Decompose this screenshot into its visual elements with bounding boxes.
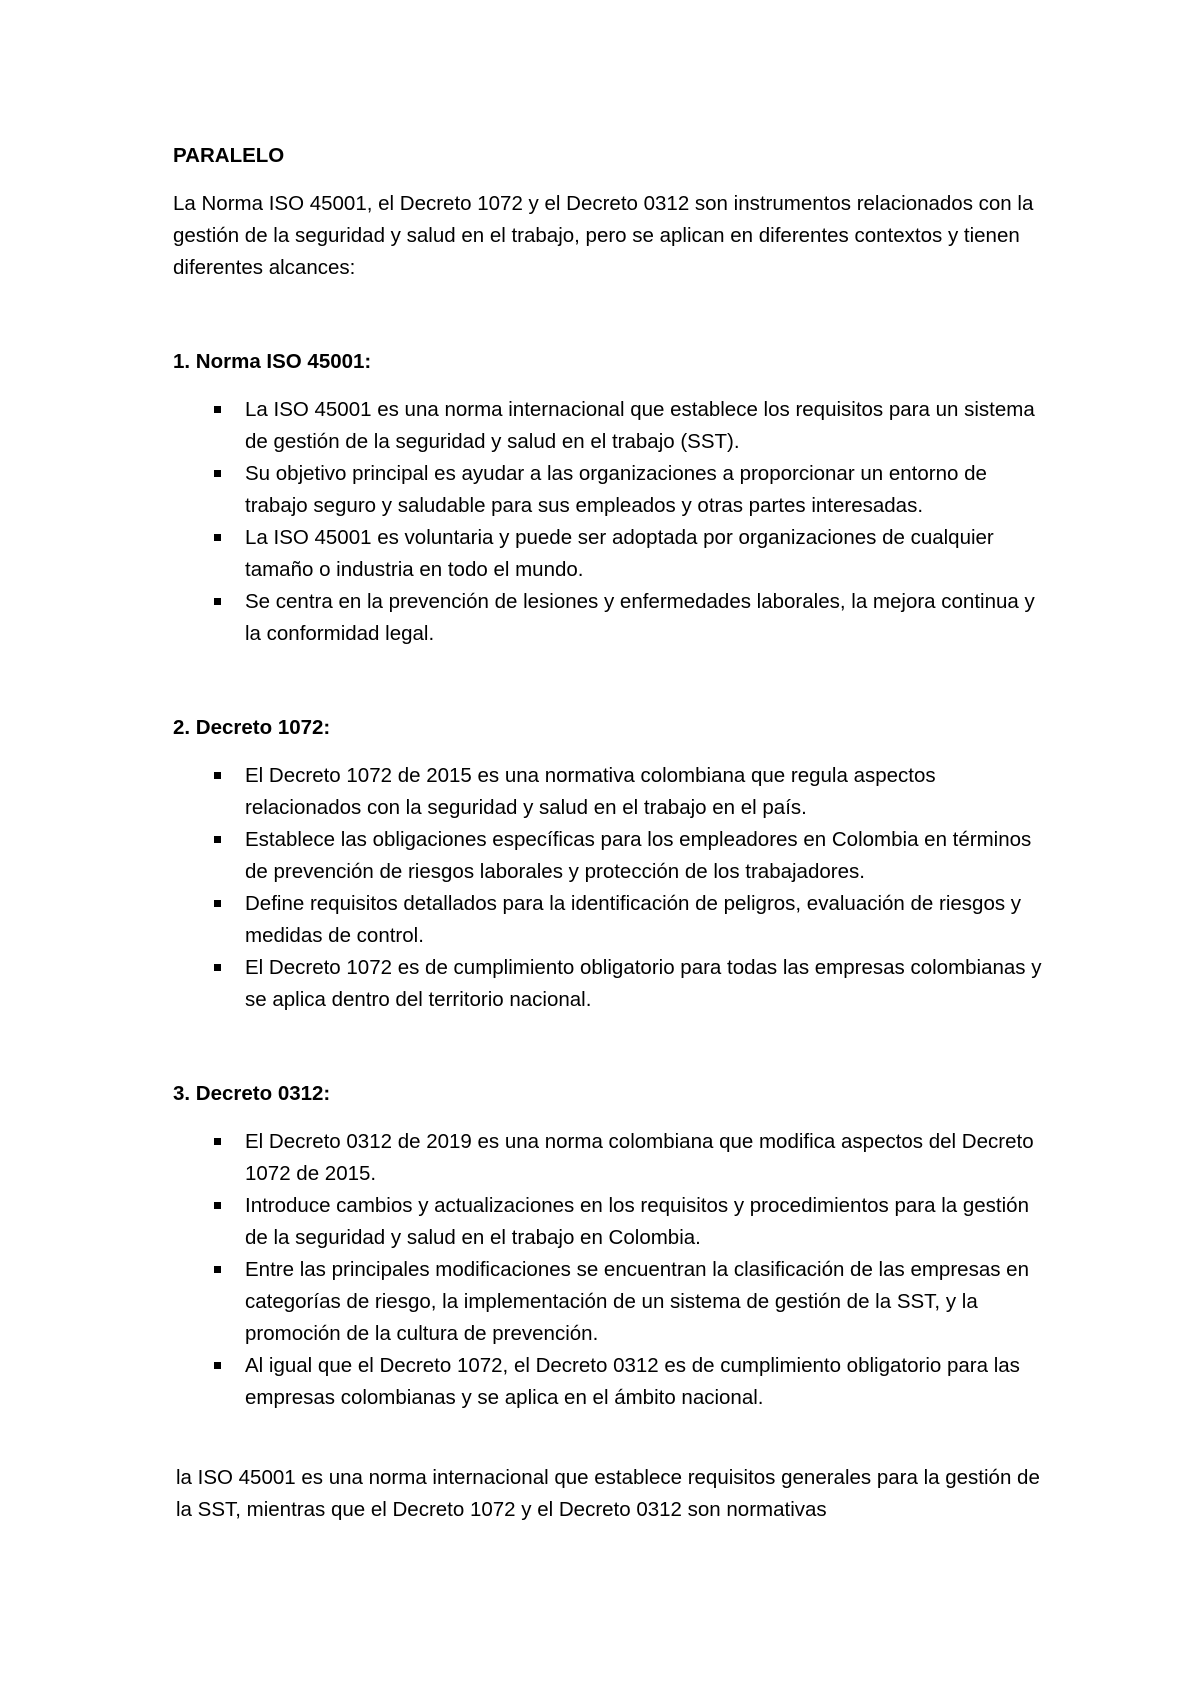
square-bullet-icon (214, 406, 221, 413)
section-title: 2. Decreto 1072: (173, 716, 331, 739)
square-bullet-icon (214, 1202, 221, 1209)
document-heading: PARALELO (173, 144, 285, 167)
list-item (173, 824, 1053, 888)
square-bullet-icon (214, 1266, 221, 1273)
list-item (173, 458, 1053, 522)
bullet-list (173, 1126, 1053, 1414)
list-item (173, 1350, 1053, 1414)
list-item (173, 760, 1053, 824)
list-item (173, 1254, 1053, 1350)
section-iso-45001 (173, 346, 1053, 650)
square-bullet-icon (214, 470, 221, 477)
list-item-text: Establece las obligaciones específicas para los empleadores en Colombia en términos de prevención de riesgos laborales y protección de los trabajadores. (245, 828, 1032, 883)
bullet-list (173, 760, 1053, 1016)
list-item (173, 952, 1053, 1016)
list-item-text: Introduce cambios y actualizaciones en los requisitos y procedimientos para la gestión de la seguridad y salud en el trabajo en Colombia. (245, 1194, 1029, 1249)
square-bullet-icon (214, 772, 221, 779)
list-item-text: Define requisitos detallados para la identificación de peligros, evaluación de riesgos y medidas de control. (245, 892, 1022, 947)
square-bullet-icon (214, 964, 221, 971)
square-bullet-icon (214, 598, 221, 605)
list-item (173, 522, 1053, 586)
section-title: 3. Decreto 0312: (173, 1082, 331, 1105)
bullet-list (173, 394, 1053, 650)
list-item (173, 1126, 1053, 1190)
list-item (173, 1190, 1053, 1254)
square-bullet-icon (214, 836, 221, 843)
square-bullet-icon (214, 1362, 221, 1369)
section-decreto-1072 (173, 712, 1053, 1016)
document-content (173, 140, 1053, 1526)
square-bullet-icon (214, 534, 221, 541)
square-bullet-icon (214, 1138, 221, 1145)
square-bullet-icon (214, 900, 221, 907)
list-item-text: Al igual que el Decreto 1072, el Decreto 0312 es de cumplimiento obligatorio para las empresas colombianas y se aplica en el ámbito nacional. (245, 1354, 1020, 1409)
list-item (173, 394, 1053, 458)
section-title: 1. Norma ISO 45001: (173, 350, 372, 373)
list-item-text: Se centra en la prevención de lesiones y enfermedades laborales, la mejora continua y la conformidad legal. (245, 590, 1035, 645)
intro-paragraph: La Norma ISO 45001, el Decreto 1072 y el Decreto 0312 son instrumentos relacionados con la gestión de la seguridad y salud en el trabajo, pero se aplican en diferentes contextos y tienen diferentes alcances: (173, 192, 1034, 279)
list-item (173, 586, 1053, 650)
list-item-text: La ISO 45001 es voluntaria y puede ser adoptada por organizaciones de cualquier tamaño o industria en todo el mundo. (245, 526, 994, 581)
list-item-text: Entre las principales modificaciones se encuentran la clasificación de las empresas en categorías de riesgo, la implementación de un sistema de gestión de la SST, y la promoción de la cultura de prevención. (245, 1258, 1029, 1345)
closing-paragraph: la ISO 45001 es una norma internacional que establece requisitos generales para la gestión de la SST, mientras que el Decreto 1072 y el Decreto 0312 son normativas (176, 1466, 1040, 1521)
list-item-text: Su objetivo principal es ayudar a las organizaciones a proporcionar un entorno de trabajo seguro y saludable para sus empleados y otras partes interesadas. (245, 462, 987, 517)
list-item (173, 888, 1053, 952)
list-item-text: El Decreto 1072 de 2015 es una normativa colombiana que regula aspectos relacionados con la seguridad y salud en el trabajo en el país. (245, 764, 936, 819)
list-item-text: El Decreto 1072 es de cumplimiento obligatorio para todas las empresas colombianas y se aplica dentro del territorio nacional. (245, 956, 1042, 1011)
list-item-text: El Decreto 0312 de 2019 es una norma colombiana que modifica aspectos del Decreto 1072 de 2015. (245, 1130, 1034, 1185)
list-item-text: La ISO 45001 es una norma internacional que establece los requisitos para un sistema de gestión de la seguridad y salud en el trabajo (SST). (245, 398, 1035, 453)
section-decreto-0312 (173, 1078, 1053, 1414)
